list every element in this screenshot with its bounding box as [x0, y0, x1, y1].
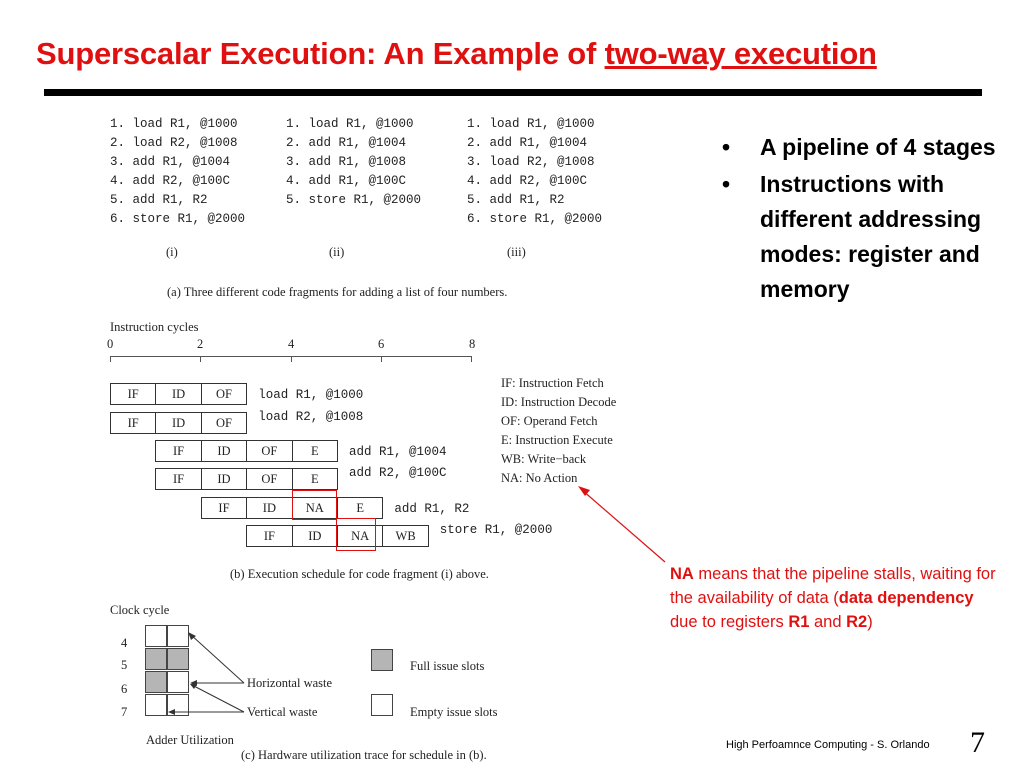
caption-b: (b) Execution schedule for code fragment (i) above.: [230, 567, 489, 581]
pointer-line: [192, 685, 244, 712]
caption-a: (a) Three different code fragments for adding a list of four numbers.: [167, 285, 508, 299]
na-note: [670, 562, 1000, 634]
code-line: 1. load R1, @1000: [467, 117, 595, 131]
bullet-list: [722, 130, 1002, 309]
bullet-text: A pipeline of 4 stages: [760, 134, 996, 160]
stage-box: IF: [155, 440, 201, 462]
stage-box: ID: [201, 440, 247, 462]
title-prefix: Superscalar Execution: An Example of: [36, 36, 605, 71]
code-line: 2. load R2, @1008: [110, 136, 238, 150]
code-line: 5. add R1, R2: [467, 193, 565, 207]
note-text: means that the pipeline stalls, waiting for the availability of data (: [670, 565, 996, 607]
code-line: 2. add R1, @1004: [467, 136, 588, 150]
cycle-label: 6: [121, 682, 128, 696]
caption-c: (c) Hardware utilization trace for schedule in (b).: [241, 748, 487, 762]
stage-box: OF: [246, 440, 292, 462]
page-number: 7: [970, 726, 985, 759]
code-line: 4. add R1, @100C: [286, 174, 407, 188]
stage-box: IF: [246, 525, 292, 547]
stage-box: IF: [155, 468, 201, 490]
adder-utilization-label: Adder Utilization: [146, 733, 234, 747]
note-text: due to registers: [670, 613, 789, 631]
note-text: ): [867, 613, 873, 631]
tick-label: 0: [107, 337, 114, 351]
utilization-axis-title: Clock cycle: [110, 603, 170, 617]
note-text: and: [809, 613, 847, 631]
code-line: 4. add R2, @100C: [110, 174, 231, 188]
code-label-ii: (ii): [329, 245, 345, 259]
stage-box: E: [292, 468, 338, 490]
schedule-instruction: load R1, @1000: [258, 388, 364, 402]
pointer-line: [190, 634, 244, 683]
code-line: 3. load R2, @1008: [467, 155, 595, 169]
note-r1: R1: [788, 613, 810, 631]
legend-item: E: Instruction Execute: [501, 433, 613, 447]
legend-item: WB: Write−back: [501, 452, 587, 466]
stage-box: E: [337, 497, 383, 519]
schedule-axis-title: Instruction cycles: [110, 320, 199, 334]
full-slots-label: Full issue slots: [410, 659, 485, 673]
bullet-item: [722, 130, 1002, 165]
bullet-item: [722, 167, 1002, 307]
bullet-text: Instructions with different addressing modes: register and memory: [760, 171, 982, 302]
code-label-iii: (iii): [507, 245, 526, 259]
stage-box: ID: [155, 412, 201, 434]
stage-box: OF: [246, 468, 292, 490]
legend-item: ID: Instruction Decode: [501, 395, 617, 409]
code-line: 5. add R1, R2: [110, 193, 208, 207]
legend-item: NA: No Action: [501, 471, 578, 485]
stage-box: IF: [110, 412, 156, 434]
code-line: 3. add R1, @1008: [286, 155, 407, 169]
footer-text: High Perfoamnce Computing - S. Orlando: [726, 739, 930, 751]
stage-box: NA: [337, 525, 383, 547]
stage-box: ID: [246, 497, 292, 519]
stage-box: WB: [382, 525, 428, 547]
schedule-instruction: load R2, @1008: [258, 410, 364, 424]
stage-box: ID: [155, 383, 201, 405]
schedule-instruction: add R2, @100C: [349, 466, 447, 480]
stage-box: IF: [110, 383, 156, 405]
na-callout-arrowhead: [578, 486, 590, 496]
cycle-label: 5: [121, 658, 128, 672]
stage-box: IF: [201, 497, 247, 519]
stage-box: OF: [201, 383, 247, 405]
code-label-i: (i): [166, 245, 178, 259]
cycle-label: 4: [121, 636, 128, 650]
schedule-instruction: store R1, @2000: [439, 523, 553, 537]
code-line: 3. add R1, @1004: [110, 155, 231, 169]
tick-label: 2: [197, 337, 204, 351]
bullet-dot: •: [722, 171, 731, 197]
code-line: 4. add R2, @100C: [467, 174, 588, 188]
bullet-dot: •: [722, 134, 731, 160]
arrowhead: [168, 709, 175, 715]
stage-box: OF: [201, 412, 247, 434]
na-callout-line: [582, 490, 665, 562]
cycle-label: 7: [121, 705, 128, 719]
legend-item: OF: Operand Fetch: [501, 414, 598, 428]
code-line: 6. store R1, @2000: [467, 212, 603, 226]
note-na: NA: [670, 565, 694, 583]
schedule-instruction: add R1, @1004: [349, 445, 447, 459]
note-dependency: data dependency: [838, 589, 974, 607]
schedule-instruction: add R1, R2: [394, 502, 470, 516]
legend-item: IF: Instruction Fetch: [501, 376, 604, 390]
tick-label: 8: [469, 337, 476, 351]
code-line: 2. add R1, @1004: [286, 136, 407, 150]
note-r2: R2: [846, 613, 868, 631]
vertical-waste-label: Vertical waste: [247, 705, 318, 719]
title-underlined: two-way execution: [604, 36, 877, 71]
code-line: 1. load R1, @1000: [286, 117, 414, 131]
stage-box: NA: [292, 497, 338, 519]
full-slot-swatch: [371, 649, 393, 671]
code-line: 5. store R1, @2000: [286, 193, 422, 207]
stage-box: ID: [292, 525, 338, 547]
horizontal-waste-label: Horizontal waste: [247, 676, 333, 690]
empty-slot-swatch: [371, 694, 393, 716]
stage-box: E: [292, 440, 338, 462]
code-line: 6. store R1, @2000: [110, 212, 246, 226]
tick-label: 6: [378, 337, 385, 351]
tick-label: 4: [288, 337, 295, 351]
empty-slots-label: Empty issue slots: [410, 705, 498, 719]
stage-box: ID: [201, 468, 247, 490]
code-line: 1. load R1, @1000: [110, 117, 238, 131]
